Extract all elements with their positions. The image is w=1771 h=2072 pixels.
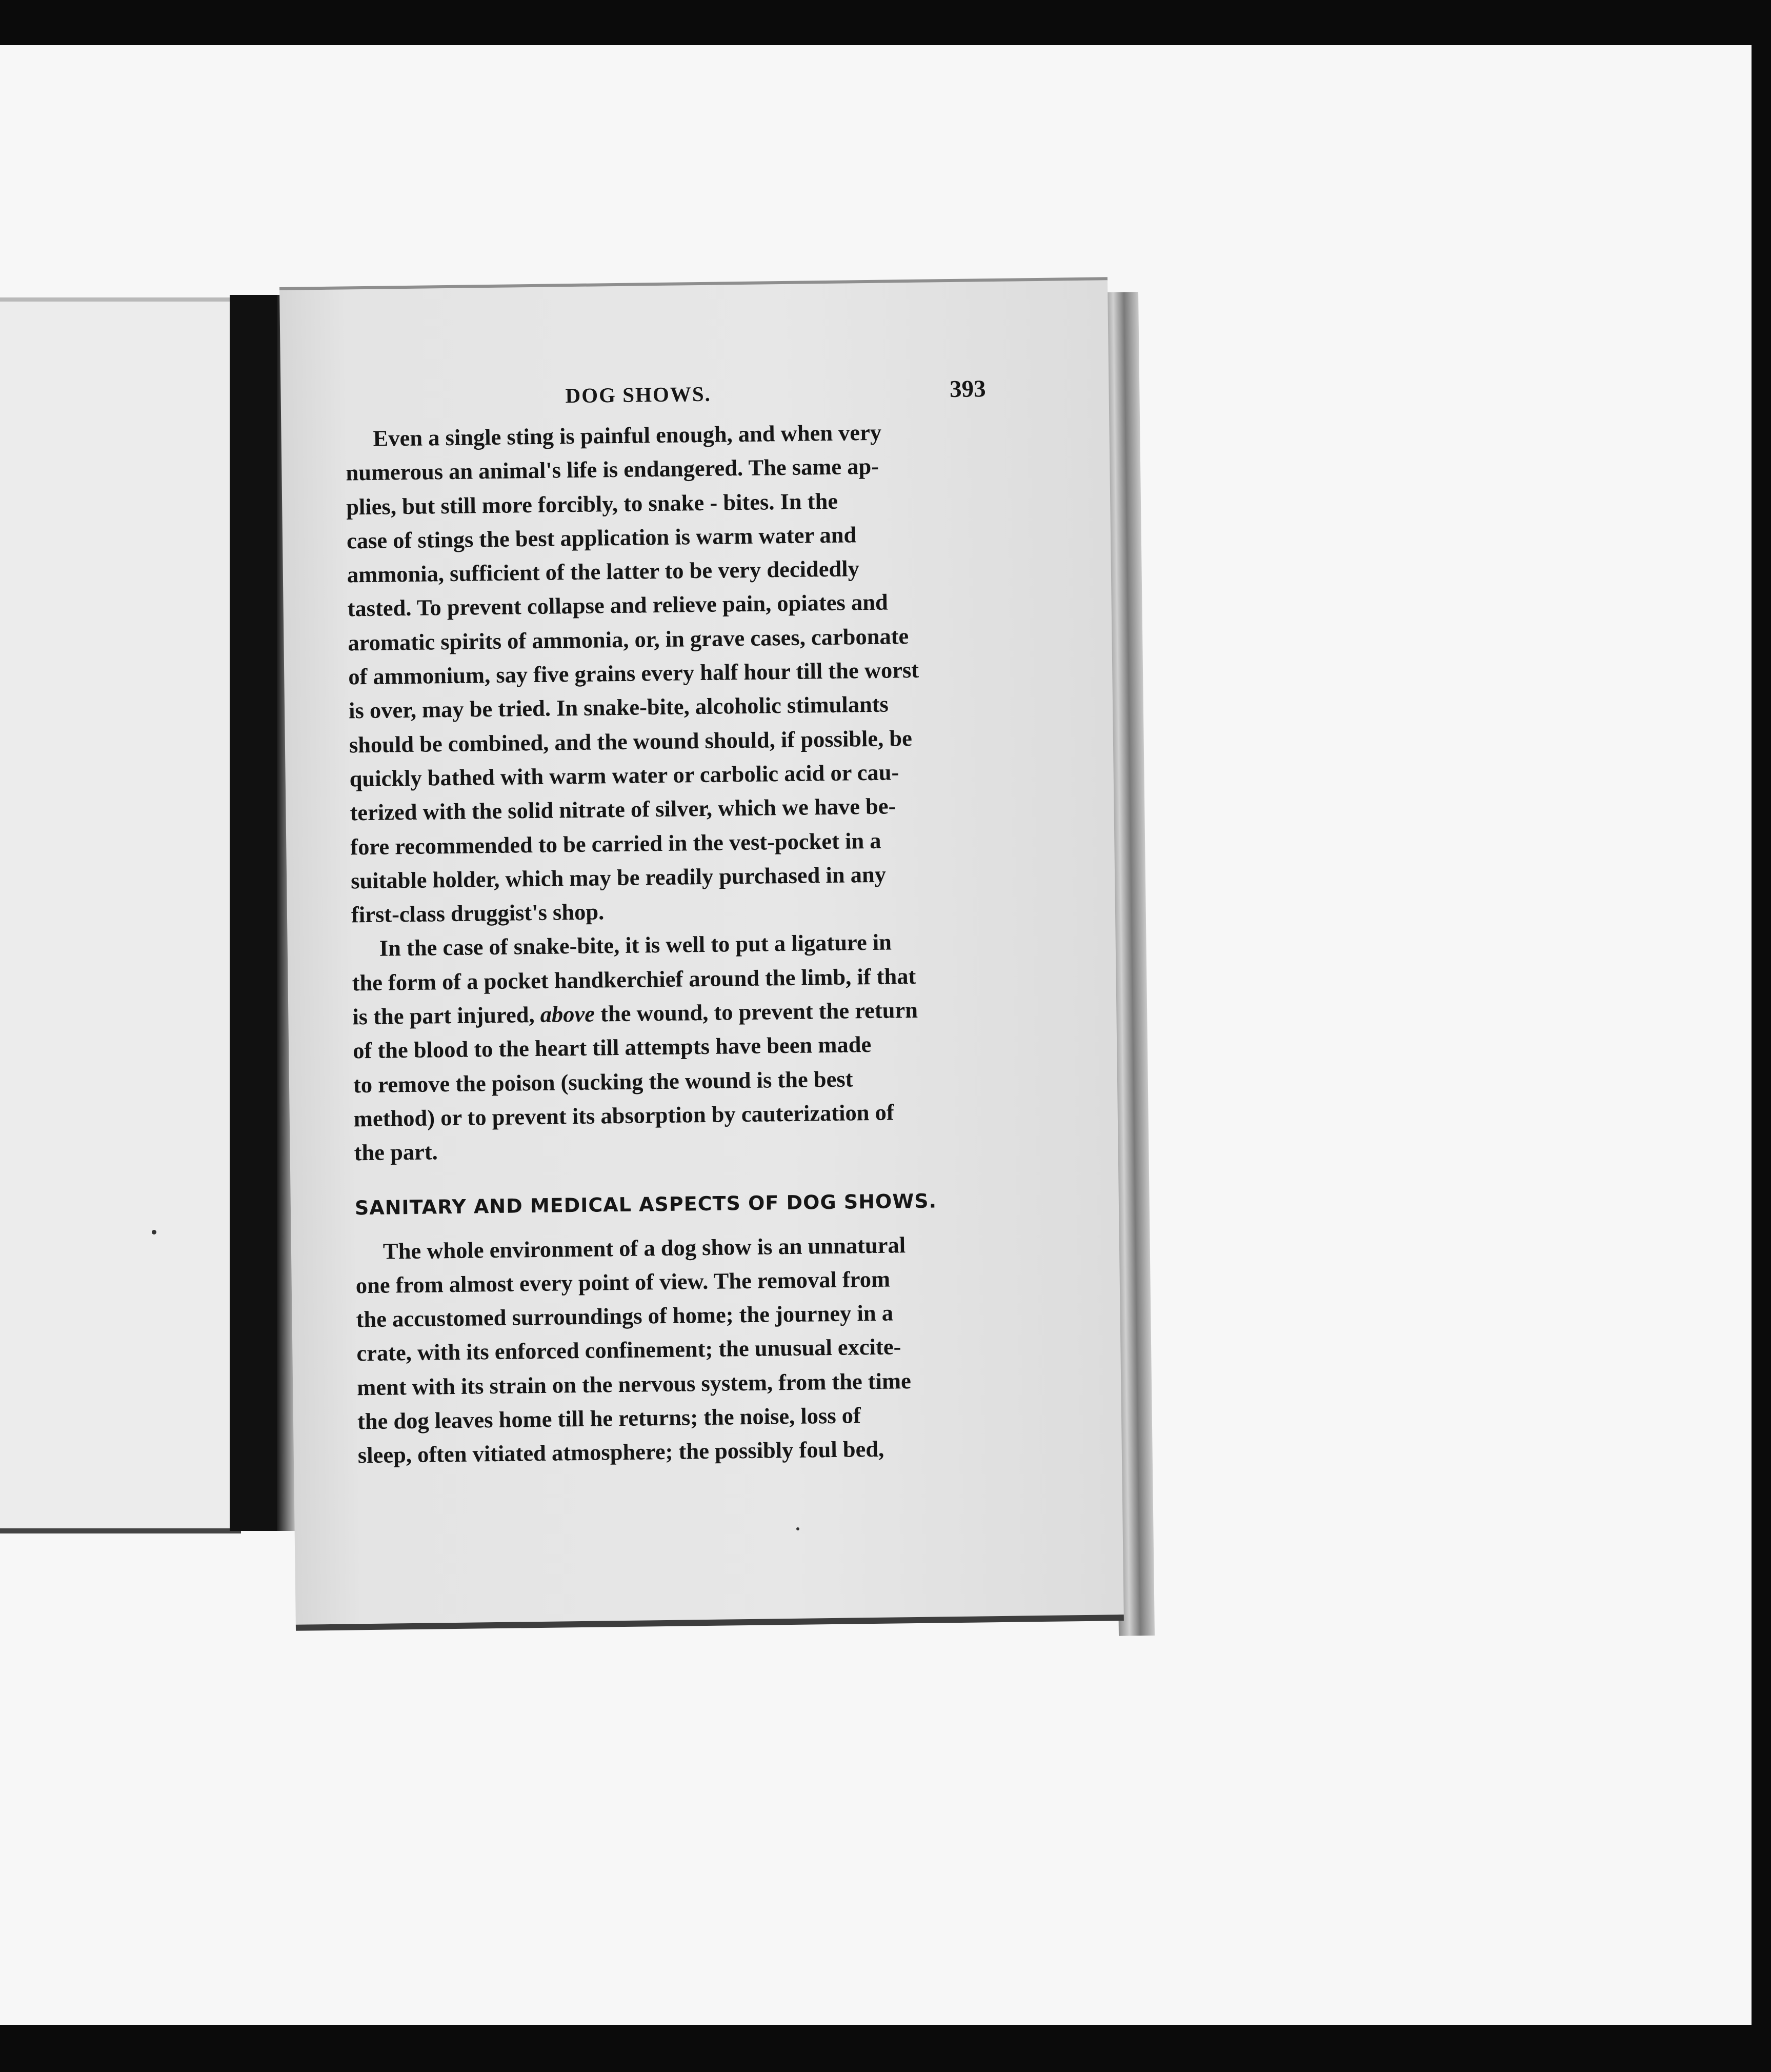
text-line: In the case of snake-bite, it is well to put a ligature in: [379, 929, 892, 962]
text-line: numerous an animal's life is endangered. The same ap-: [346, 453, 879, 486]
page-content: [345, 375, 989, 1472]
paragraph-ligature: [351, 924, 985, 1170]
text-line: method) or to prevent its absorption by cauterization of: [353, 1099, 894, 1132]
paragraph-stings: [345, 414, 982, 931]
text-line: to remove the poison (sucking the wound is the best: [353, 1066, 853, 1098]
text-line: ment with its strain on the nervous system, from the time: [356, 1367, 912, 1401]
scan-frame-bottom: [0, 2025, 1771, 2072]
italic-word: above: [540, 1001, 595, 1027]
book-page: [279, 277, 1124, 1631]
text-line: sleep, often vitiated atmosphere; the possibly foul bed,: [357, 1436, 884, 1468]
text-line: fore recommended to be carried in the vest-pocket in a: [350, 827, 881, 860]
section-heading: SANITARY AND MEDICAL ASPECTS OF DOG SHOWS.: [354, 1189, 937, 1219]
dust-speck: [796, 1527, 799, 1530]
text-line: Even a single sting is painful enough, and when very: [373, 419, 882, 451]
text-line: of the blood to the heart till attempts have been made: [352, 1031, 872, 1064]
text-line: The whole environment of a dog show is an unnatural: [383, 1231, 906, 1264]
text-segment: the wound, to prevent the return: [594, 997, 918, 1027]
running-title: DOG SHOWS.: [565, 382, 712, 408]
text-line: plies, but still more forcibly, to snake - bites. In the: [346, 488, 838, 520]
text-line: one from almost every point of view. The removal from: [355, 1266, 891, 1299]
text-line: first-class druggist's shop.: [351, 899, 605, 928]
scan-frame-top: [0, 0, 1771, 45]
text-line: of ammonium, say five grains every half hour till the worst: [348, 656, 919, 690]
dust-speck: [152, 1230, 156, 1234]
text-line: is over, may be tried. In snake-bite, alcoholic stimulants: [348, 691, 889, 724]
text-line: ammonia, sufficient of the latter to be very decidedly: [347, 555, 860, 588]
text-line: should be combined, and the wound should, if possible, be: [349, 725, 913, 758]
text-line: tasted. To prevent collapse and relieve pain, opiates and: [347, 589, 888, 622]
left-page-blank: [0, 297, 241, 1533]
text-line: the part.: [354, 1139, 438, 1166]
text-line: terized with the solid nitrate of silver, which we have be-: [350, 793, 896, 826]
text-line: case of stings the best application is warm water and: [346, 522, 857, 554]
text-line: quickly bathed with warm water or carbolic acid or cau-: [349, 759, 899, 792]
scan-frame-right: [1752, 0, 1771, 2072]
text-line: crate, with its enforced confinement; the unusual excite-: [356, 1333, 901, 1366]
text-line: aromatic spirits of ammonia, or, in grave cases, carbonate: [348, 623, 909, 656]
text-line: suitable holder, which may be readily purchased in any: [350, 861, 887, 894]
text-line: the accustomed surroundings of home; the journey in a: [356, 1300, 894, 1332]
page-number: 393: [949, 375, 986, 403]
text-line: the dog leaves home till he returns; the noise, loss of: [357, 1402, 861, 1435]
text-segment: is the part injured,: [352, 1001, 540, 1030]
text-line: the form of a pocket handkerchief around the limb, if that: [352, 963, 916, 996]
book-binding: [230, 295, 278, 1531]
paragraph-environment: [355, 1227, 989, 1472]
